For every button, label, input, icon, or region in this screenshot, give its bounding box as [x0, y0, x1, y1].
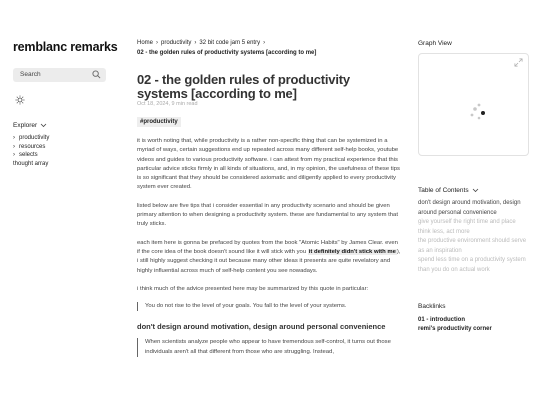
- right-sidebar: [418, 40, 530, 334]
- explorer-toggle[interactable]: [13, 122, 113, 129]
- graph-node: [478, 117, 481, 120]
- graph-canvas: [419, 54, 530, 157]
- chevron-right-icon: ›: [13, 143, 15, 150]
- toc-item[interactable]: think less, act more: [418, 228, 470, 235]
- explorer-item-thought-array[interactable]: thought array: [13, 160, 49, 167]
- graph-node: [478, 104, 481, 107]
- chevron-right-icon: ›: [13, 135, 15, 141]
- tag-productivity[interactable]: #productivity: [137, 117, 181, 127]
- explorer-tree: [13, 134, 113, 168]
- chevron-right-icon: ›: [13, 152, 15, 158]
- graph-view[interactable]: [418, 53, 529, 156]
- paragraph: it is worth noting that, while productivity is a rather non-specific thing that can be systemized in a myriad of ways, certain suggestions end up repeated across many different self-help books, youtube videos and guides to various productivity software. i can attest from my practical experience that this particular advice sticks firmly in all kinds of situations, and, in my opinion, the usefulness of these tips is so significant that they should be considered axiomatic and diligently applied to every productivity system ever created.: [137, 138, 400, 191]
- backlink-item[interactable]: remi's productivity corner: [418, 326, 492, 332]
- breadcrumb-current: 02 - the golden rules of productivity systems [according to me]: [137, 50, 317, 56]
- breadcrumb-code-jam[interactable]: 32 bit code jam 5 entry: [199, 40, 261, 46]
- explorer-item-productivity[interactable]: › productivity: [13, 135, 50, 141]
- article-meta: Oct 18, 2024, 9 min read: [137, 101, 198, 107]
- explorer-item-resources[interactable]: › resources: [13, 143, 46, 150]
- paragraph: listed below are five tips that i consider essential in any productivity scenario and should be given primary attention to when designing a productivity system. these are fundamental to any system that truly sticks.: [137, 202, 398, 228]
- toc-item[interactable]: spend less time on a productivity system than you do on actual work: [418, 257, 526, 273]
- chevron-right-icon: ›: [263, 40, 266, 46]
- backlink-item[interactable]: 01 - introduction: [418, 317, 465, 323]
- chevron-down-icon: [472, 188, 479, 193]
- blockquote: When scientists analyze people who appear to have tremendous self-control, it turns out those individuals aren't all that different from those who are struggling. Instead,: [137, 338, 402, 357]
- left-sidebar: [13, 40, 118, 168]
- blockquote: You do not rise to the level of your goals. You fall to the level of your systems.: [137, 302, 402, 311]
- search-label: Search: [20, 71, 41, 78]
- paragraph: each item here is gonna be prefaced by quotes from the book "Atomic Habits" by James Clear. even if the core idea of the book doesn't sound like it will stick with you it definitely didn't stick with me), i still highly suggest checking it out because many other ideas it presents are quite revelatory and highly influential across much of self-help content you see nowadays.: [137, 239, 401, 274]
- breadcrumb-productivity[interactable]: productivity: [161, 40, 192, 46]
- search-icon: [92, 70, 101, 79]
- site-title[interactable]: remblanc remarks: [13, 40, 118, 54]
- chevron-right-icon: ›: [194, 40, 197, 46]
- chevron-right-icon: ›: [156, 40, 159, 46]
- graph-node: [473, 107, 477, 111]
- toc-item[interactable]: the productive environment should serve as an inspiration: [418, 238, 527, 254]
- backlinks-heading: Backlinks: [418, 303, 446, 310]
- article-column: [137, 40, 402, 357]
- highlighted-link[interactable]: it definitely didn't stick with me: [308, 248, 396, 255]
- paragraph: i think much of the advice presented here may be summarized by this quote in particular:: [137, 285, 369, 292]
- toc-label: Table of Contents: [418, 187, 469, 194]
- graph-view-heading: Graph View: [418, 40, 452, 47]
- chevron-down-icon: [40, 123, 47, 128]
- toc-toggle[interactable]: [418, 187, 530, 194]
- backlinks-list: [418, 316, 530, 334]
- search-bar[interactable]: [13, 68, 106, 82]
- explorer-item-selects[interactable]: › selects: [13, 152, 38, 158]
- breadcrumb: [137, 40, 402, 46]
- toc-list: [418, 199, 530, 275]
- page-title: 02 - the golden rules of productivity systems [according to me]: [137, 72, 350, 101]
- sun-icon[interactable]: [15, 95, 25, 105]
- section-heading: don't design around motivation, design around personal convenience: [137, 322, 386, 332]
- toc-item[interactable]: don't design around motivation, design around personal convenience: [418, 200, 521, 216]
- graph-node: [471, 114, 474, 117]
- explorer-label: Explorer: [13, 122, 38, 129]
- toc-item[interactable]: give yourself the right time and place: [418, 219, 516, 225]
- graph-node-current: [481, 111, 485, 115]
- breadcrumb-home[interactable]: Home: [137, 40, 154, 46]
